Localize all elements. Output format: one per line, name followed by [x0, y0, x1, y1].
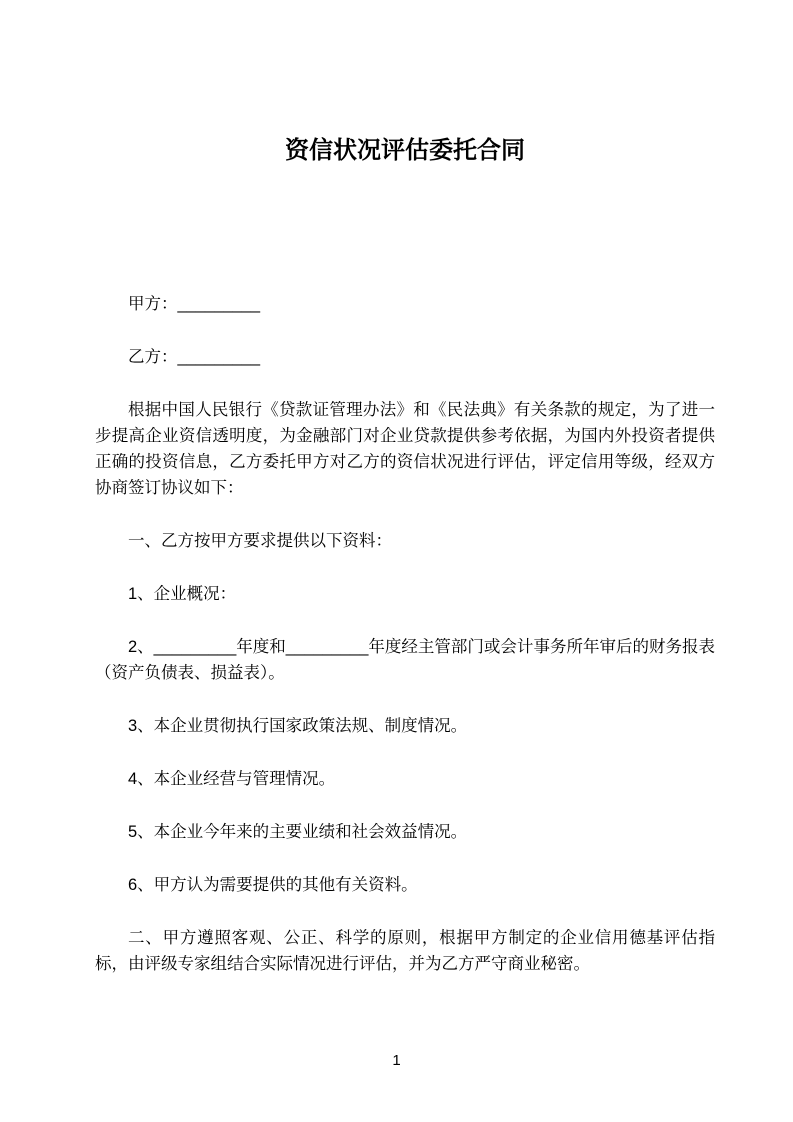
document-content — [95, 0, 715, 977]
party-a-line — [95, 291, 715, 317]
page-number: 1 — [392, 1052, 401, 1069]
document-title: 资信状况评估委托合同 — [285, 137, 525, 164]
clause-1-item-4: 4、本企业经营与管理情况。 — [128, 770, 336, 788]
section-2-paragraph: 二、甲方遵照客观、公正、科学的原则，根据甲方制定的企业信用德基评估指标，由评级专家组结合实际情况进行评估，并为乙方严守商业秘密。 — [95, 929, 715, 973]
party-a-label: 甲方： — [128, 295, 178, 313]
party-b-line — [95, 344, 715, 370]
clause-1-item-6: 6、甲方认为需要提供的其他有关资料。 — [128, 876, 418, 894]
party-b-blank-field: _________ — [177, 348, 261, 366]
clause-1-item-5: 5、本企业今年来的主要业绩和社会效益情况。 — [128, 823, 468, 841]
party-b-label: 乙方： — [128, 348, 178, 366]
preamble-paragraph: 根据中国人民银行《贷款证管理办法》和《民法典》有关条款的规定，为了进一步提高企业资信透明度，为金融部门对企业贷款提供参考依据，为国内外投资者提供正确的投资信息，乙方委托甲方对乙方的资信状况进行评估，评定信用等级，经双方协商签订协议如下： — [95, 401, 715, 497]
section-1-heading: 一、乙方按甲方要求提供以下资料： — [128, 532, 392, 550]
party-a-blank-field: _________ — [177, 295, 261, 313]
clause-1-item-2: 2、_________年度和_________年度经主管部门或会计事务所年审后的财务报表（资产负债表、损益表）。 — [95, 638, 715, 682]
clause-1-item-1: 1、企业概况： — [128, 585, 237, 603]
clause-1-item-3: 3、本企业贯彻执行国家政策法规、制度情况。 — [128, 717, 468, 735]
